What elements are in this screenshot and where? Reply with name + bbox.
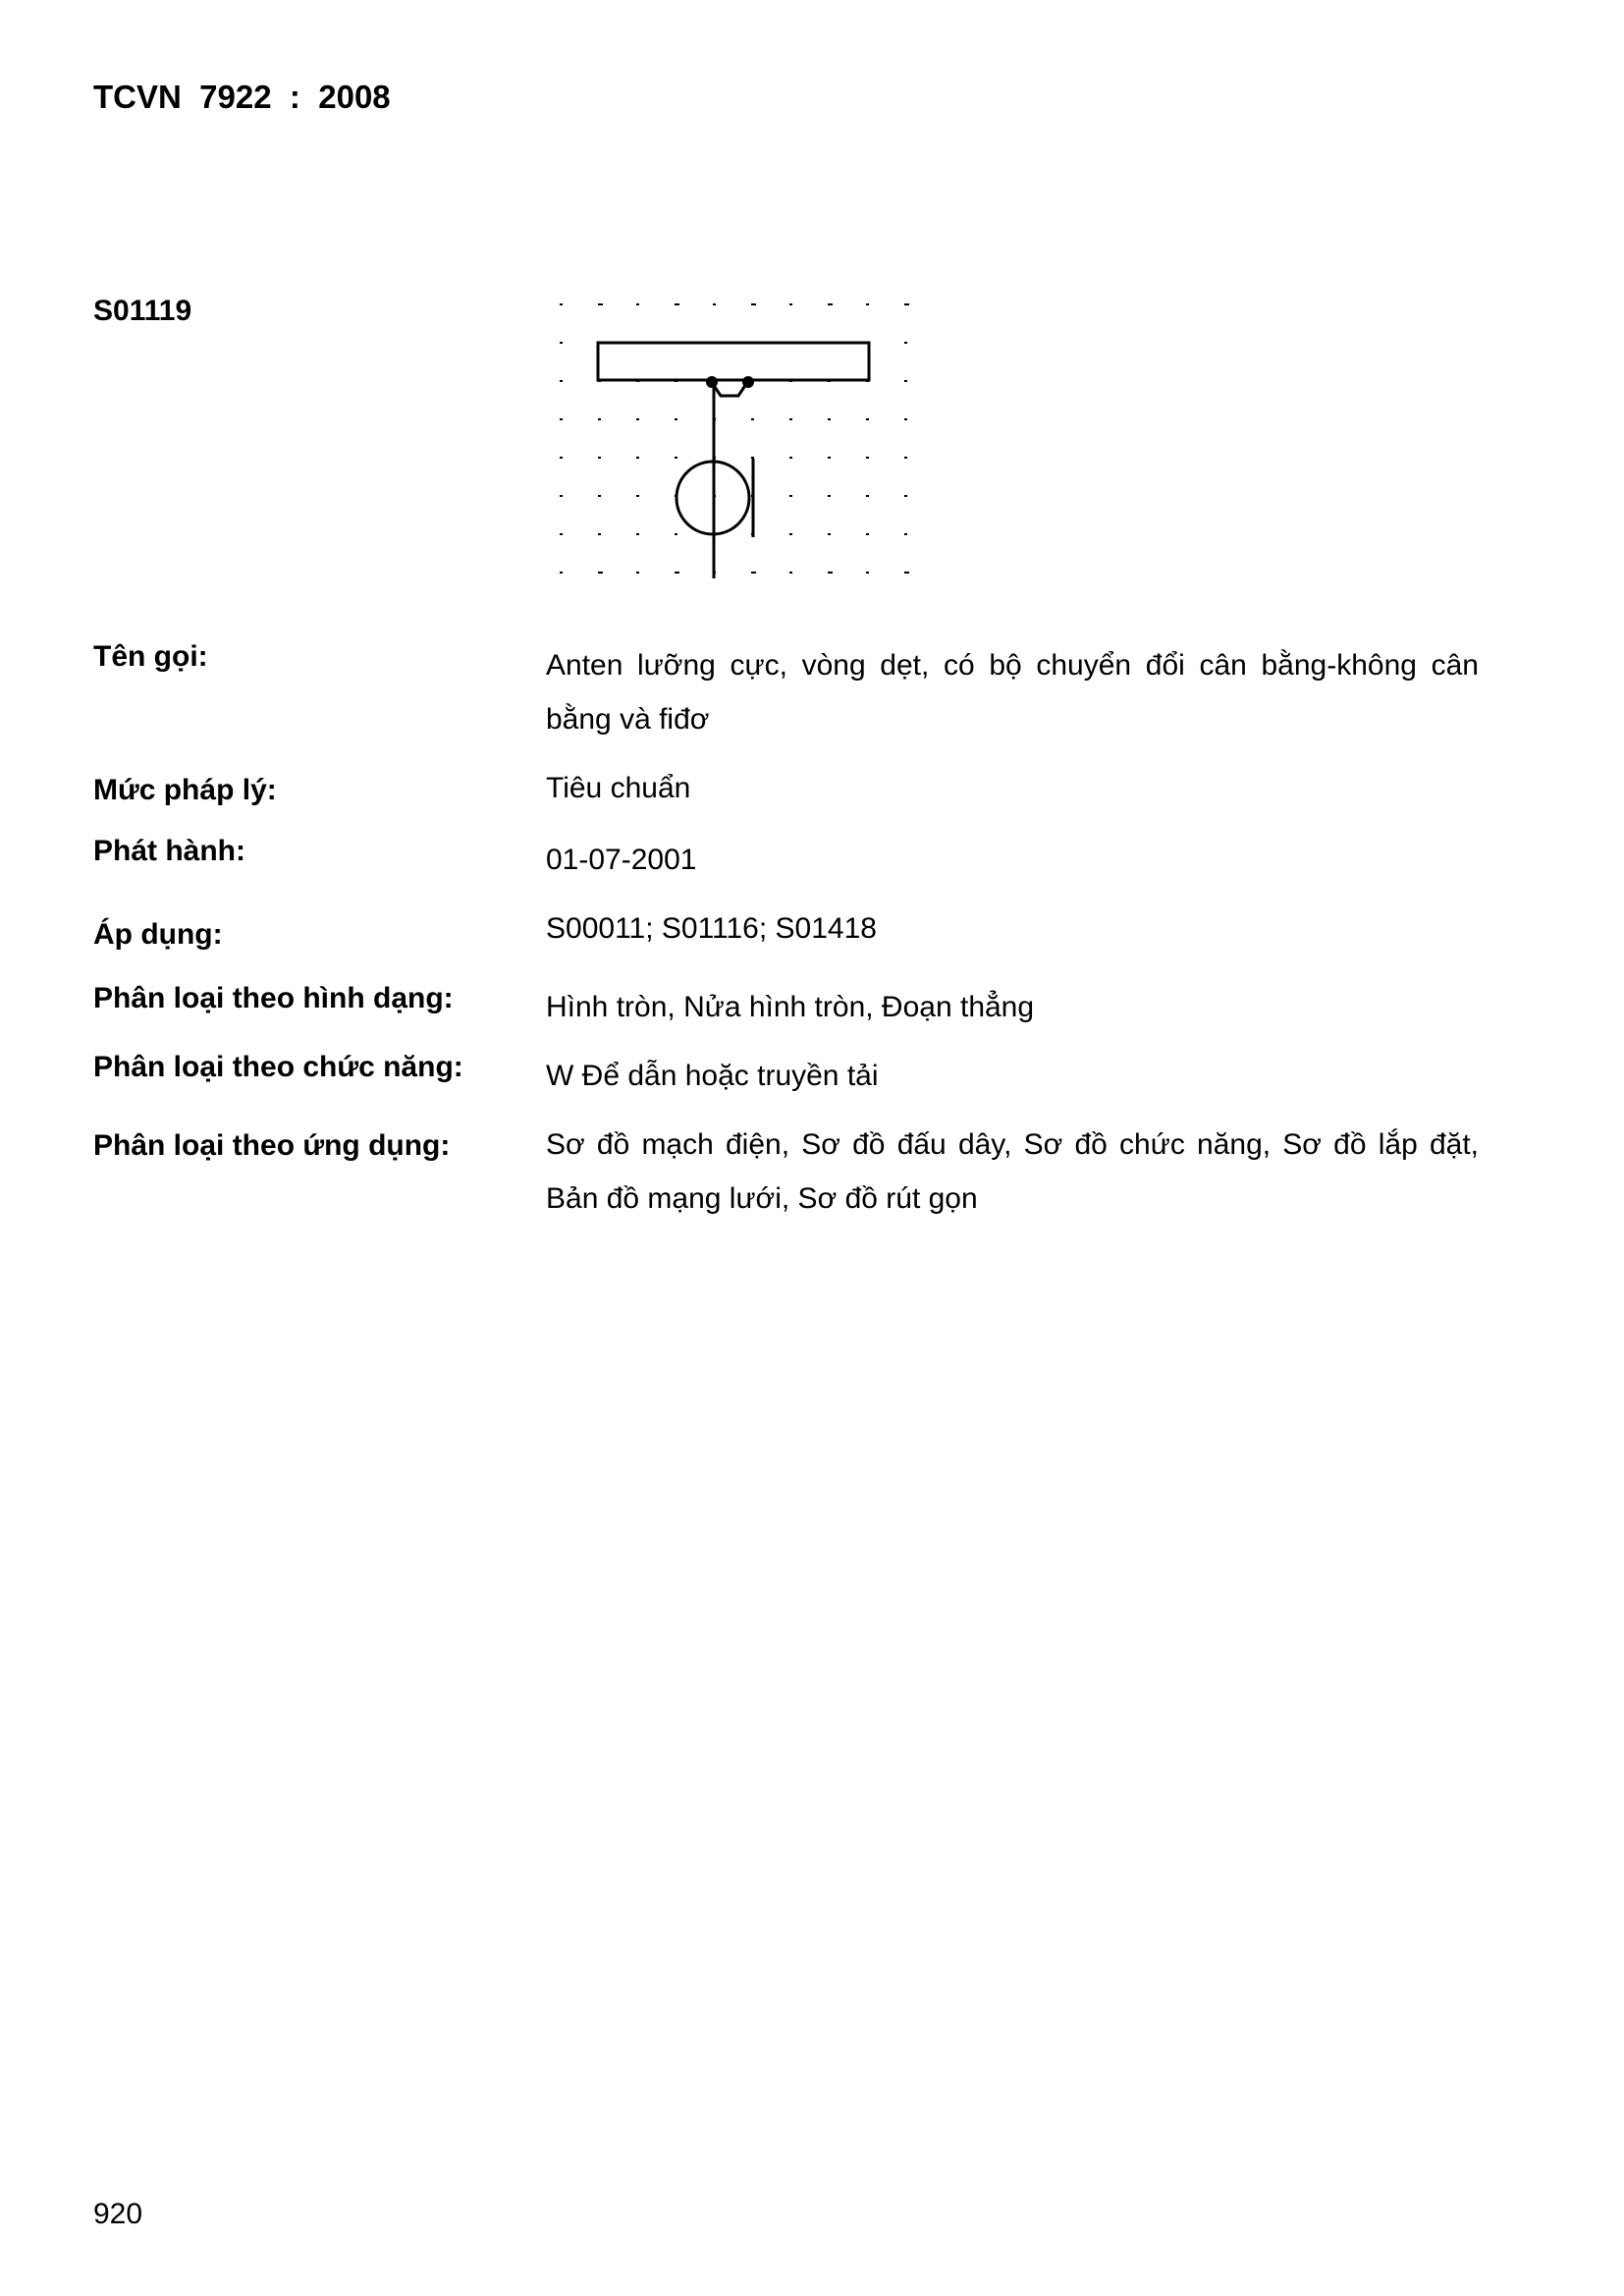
grid-dot <box>598 303 603 305</box>
grid-dot <box>751 303 756 305</box>
grid-dot <box>751 457 754 459</box>
field-label-phan-loai-hinh-dang: Phân loại theo hình dạng: <box>93 982 454 1014</box>
grid-dot <box>560 418 563 420</box>
grid-dot <box>675 533 677 535</box>
field-label-phan-loai-chuc-nang: Phân loại theo chức năng: <box>93 1051 463 1083</box>
grid-dot <box>904 495 907 497</box>
antenna-symbol-icon <box>546 292 929 586</box>
grid-dot <box>598 495 601 497</box>
grid-dot <box>828 495 831 497</box>
field-label-phan-loai-ung-dung: Phân loại theo ứng dụng: <box>93 1129 451 1162</box>
grid-dot <box>675 303 679 305</box>
grid-dot <box>866 418 869 420</box>
grid-dot <box>598 533 601 535</box>
grid-dot <box>904 342 907 344</box>
antenna-drawing <box>598 343 869 578</box>
grid-dot <box>866 457 869 459</box>
field-value-phat-hanh: 01-07-2001 <box>546 844 697 876</box>
grid-dot <box>789 457 792 459</box>
field-value-ten-goi: Anten lưỡng cực, vòng dẹt, có bộ chuyển đổi cân bằng-không cân bằng và fiđơ <box>546 649 1479 736</box>
grid-dot <box>789 303 792 305</box>
grid-dot <box>866 495 869 497</box>
field-label-muc-phap-ly: Mức pháp lý: <box>93 774 277 806</box>
grid-dot <box>675 457 677 459</box>
grid-dot <box>828 457 831 459</box>
grid-dot <box>751 572 756 574</box>
symbol-code: S01119 <box>93 295 192 327</box>
grid-dot <box>789 572 792 574</box>
field-label-ap-dung: Áp dụng: <box>93 918 223 951</box>
grid-dot <box>866 572 869 574</box>
grid-dot <box>828 572 833 574</box>
grid-dot <box>560 572 563 574</box>
grid-dot <box>904 533 907 535</box>
field-value-phan-loai-hinh-dang: Hình tròn, Nửa hình tròn, Đoạn thẳng <box>546 991 1035 1023</box>
grid-dot <box>904 303 909 305</box>
field-value-phan-loai-chuc-nang: W Để dẫn hoặc truyền tải <box>546 1060 879 1092</box>
grid-dot <box>789 495 792 497</box>
grid-dot <box>636 303 639 305</box>
grid-dot <box>904 418 907 420</box>
grid-dot <box>789 418 792 420</box>
grid-dot <box>560 303 563 305</box>
grid-dot <box>675 418 677 420</box>
grid-dot <box>560 457 563 459</box>
grid-dot <box>904 572 909 574</box>
grid-dot <box>675 572 679 574</box>
grid-dot <box>560 495 563 497</box>
field-label-phat-hanh: Phát hành: <box>93 835 245 867</box>
field-value-phan-loai-ung-dung: Sơ đồ mạch điện, Sơ đồ đấu dây, Sơ đồ chức năng, Sơ đồ lắp đặt, Bản đồ mạng lưới, Sơ đồ rút gọn <box>546 1128 1479 1215</box>
grid-dot <box>904 380 907 382</box>
grid-dot <box>560 380 563 382</box>
connection-dots <box>706 376 754 388</box>
grid-dot <box>904 457 907 459</box>
grid-dot <box>828 533 831 535</box>
grid-dot <box>789 533 792 535</box>
document-header: TCVN 7922 : 2008 <box>93 79 391 115</box>
field-label-ten-goi: Tên gọi: <box>93 640 208 673</box>
field-value-ap-dung: S00011; S01116; S01418 <box>546 912 877 945</box>
grid-dot <box>598 457 601 459</box>
grid-dot <box>598 418 601 420</box>
grid-dot <box>560 342 563 344</box>
grid-dot <box>636 533 639 535</box>
grid-dot <box>828 418 831 420</box>
grid-dot <box>636 457 639 459</box>
grid-dot <box>598 572 603 574</box>
grid-dot <box>751 418 754 420</box>
grid-dot <box>636 572 639 574</box>
grid-dot <box>828 303 833 305</box>
grid-dot <box>713 303 716 305</box>
grid-dot <box>636 495 639 497</box>
field-value-muc-phap-ly: Tiêu chuẩn <box>546 772 691 804</box>
grid-dot <box>560 533 563 535</box>
grid-dot <box>866 303 869 305</box>
grid-dot <box>636 418 639 420</box>
page-number: 920 <box>93 2198 143 2230</box>
grid-dot <box>866 533 869 535</box>
